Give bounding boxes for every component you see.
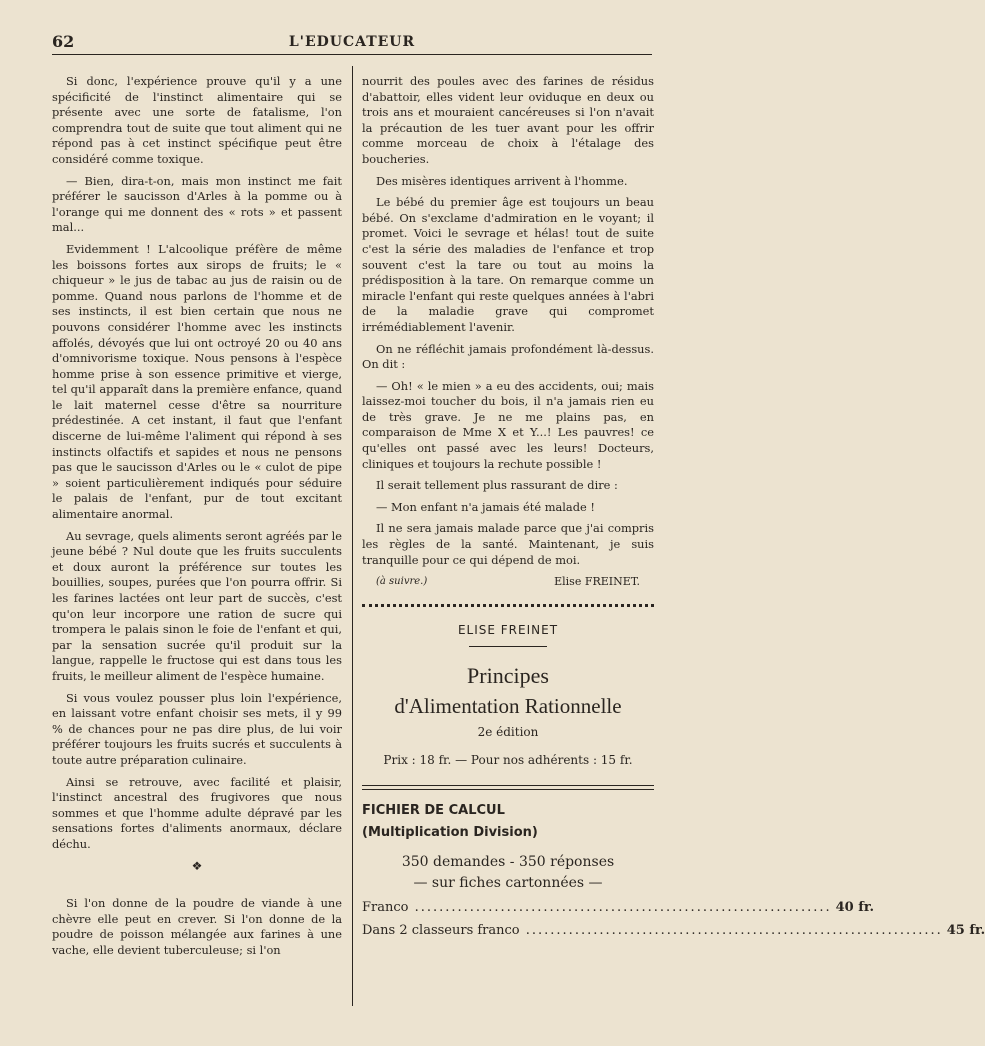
paragraph: On ne réfléchit jamais profondément là-dessus. On dit : [362,341,654,372]
price-row [362,921,985,940]
fichier-line1: 350 demandes - 350 réponses [401,853,615,870]
book-advertisement [362,623,654,769]
paragraph: — Oh! « le mien » a eu des accidents, oui; mais laissez-moi toucher du bois, il n'a jamais rien eu de très grave. Je ne me plains pas, en comparaison de Mme X et Y...! Les pauvres! ce qu'elles ont passé avec les leurs! Docteurs, cliniques et toujours la rechute possible ! [362,378,654,471]
section-ornament: ❖ [191,858,203,873]
right-column [362,74,985,940]
book-title-line2: d'Alimentation Rationnelle [394,694,622,719]
short-rule [469,646,547,647]
paragraph: Des misères identiques arrivent à l'homme. [376,173,628,188]
paragraph: — Mon enfant n'a jamais été malade ! [376,499,595,514]
article-signature [362,574,654,590]
book-price: Prix : 18 fr. — Pour nos adhérents : 15 fr. [383,753,633,767]
left-column [52,74,342,964]
header-rule [52,54,652,55]
author-signature: Elise FREINET. [554,575,640,589]
paragraph: — Bien, dira-t-on, mais mon instinct me fait préférer le saucisson d'Arles à la pomme ou à l'orange qui me donnent des « rots » et passent mal... [52,173,342,235]
paragraph: Il serait tellement plus rassurant de dire : [376,478,618,493]
paragraph: Au sevrage, quels aliments seront agréés par le jeune bébé ? Nul doute que les fruits succulents et doux auront la préférence sur toutes les bouillies, soupes, purées que l'on pourra offrir. Si les farines lactées ont leur part de succès, c'est qu'on leur incorpore une ration de sucre qui trompera le palais sinon le foie de l'enfant et qui, par la sensation sucrée qu'il produit sur la langue, rappelle le fructose qui est dans tous les fruits, le meilleur aliment de l'espèce humaine. [52,528,342,683]
price-label: Franco [362,899,409,915]
book-author: ELISE FREINET [457,622,559,637]
paragraph: Ainsi se retrouve, avec facilité et plaisir, l'instinct ancestral des frugivores que nous sommes et que l'homme adulte dépravé par les sensations fortes d'aliments anormaux, déclare déchu. [52,774,342,851]
paragraph: nourrit des poules avec des farines de résidus d'abattoir, elles vident leur oviduque en deux ou trois ans et mouraient cancéreuses si l'on n'avait la précaution de les tuer avant pour les offrir comme morceau de choix à l'étalage des boucheries. [362,74,654,166]
fichier-subtitle: (Multiplication Division) [362,824,538,840]
paragraph: Evidemment ! L'alcoolique préfère de même les boissons fortes aux sirops de fruits; le « chiqueur » le jus de tabac au jus de raisin ou de pomme. Quand nous parlons de l'homme et de ses instincts, il est bien certain que nous ne pouvons considérer l'homme avec les instincts affolés, dévoyés que lui ont octroyé 20 ou 40 ans d'omnivorisme toxique. Nous pensons à l'espèce homme prise à son essence primitive et vierge, tel qu'il apparaît dans la première enfance, quand le lait maternel cesse d'être sa nourriture prédestinée. A cet instant, il faut que l'enfant discerne de lui-même l'aliment qui répond à ses instincts olfactifs et sapides et nous ne pensons pas que le saucisson d'Arles ou le « culot de pipe » soient particulièrement indiqués pour séduire le palais de l'enfant, pur de tout excitant alimentaire anormal. [52,241,342,522]
page-header [52,30,652,56]
fichier-title: FICHIER DE CALCUL [362,802,505,818]
price-row [362,898,874,917]
double-rule [362,785,654,790]
paragraph: Si vous voulez pousser plus loin l'expérience, en laissant votre enfant choisir ses mets, il y 99 % de chances pour ne pas dire plus, de lui voir préférer toujours les fruits sucrés et succulents à toute autre préparation culinaire. [52,690,342,767]
page-number: 62 [52,32,75,51]
paragraph: Il ne sera jamais malade parce que j'ai compris les règles de la santé. Maintenant, je suis tranquille pour ce qui dépend de moi. [362,521,654,567]
column-divider [352,66,353,1006]
paragraph: Le bébé du premier âge est toujours un beau bébé. On s'exclame d'admiration en le voyant; il promet. Voici le sevrage et hélas! tout de suite c'est la série des maladies de l'enfance et trop souvent c'est la tare ou tout au moins la prédisposition à la tare. On remarque comme un miracle l'enfant qui reste quelques années à l'abri de la maladie grave qui compromet irrémédiablement l'avenir. [362,195,654,334]
continuation-note: (à suivre.) [376,576,428,588]
price-value: 45 fr. [946,922,985,938]
book-title-line1: Principes [467,663,549,689]
fichier-advertisement [362,800,985,940]
price-value: 40 fr. [835,899,874,915]
dotted-separator [362,604,654,607]
leader-dots: .................................................................... [519,922,943,938]
fichier-line2: — sur fiches cartonnées — [413,874,603,891]
leader-dots: .................................................................... [408,899,832,915]
price-label: Dans 2 classeurs franco [362,922,520,938]
paragraph: Si donc, l'expérience prouve qu'il y a une spécificité de l'instinct alimentaire qui se présente avec une sorte de fatalisme, l'on comprendra tout de suite que tout aliment qui ne répond pas à cet instinct spécifique peut être considéré comme toxique. [52,74,342,166]
paragraph: Si l'on donne de la poudre de viande à une chèvre elle peut en crever. Si l'on donne de la poudre de poisson mélangée aux farines à une vache, elle devient tuberculeuse; si l'on [52,896,342,957]
book-edition: 2e édition [477,725,539,740]
running-title: L'EDUCATEUR [288,34,416,50]
